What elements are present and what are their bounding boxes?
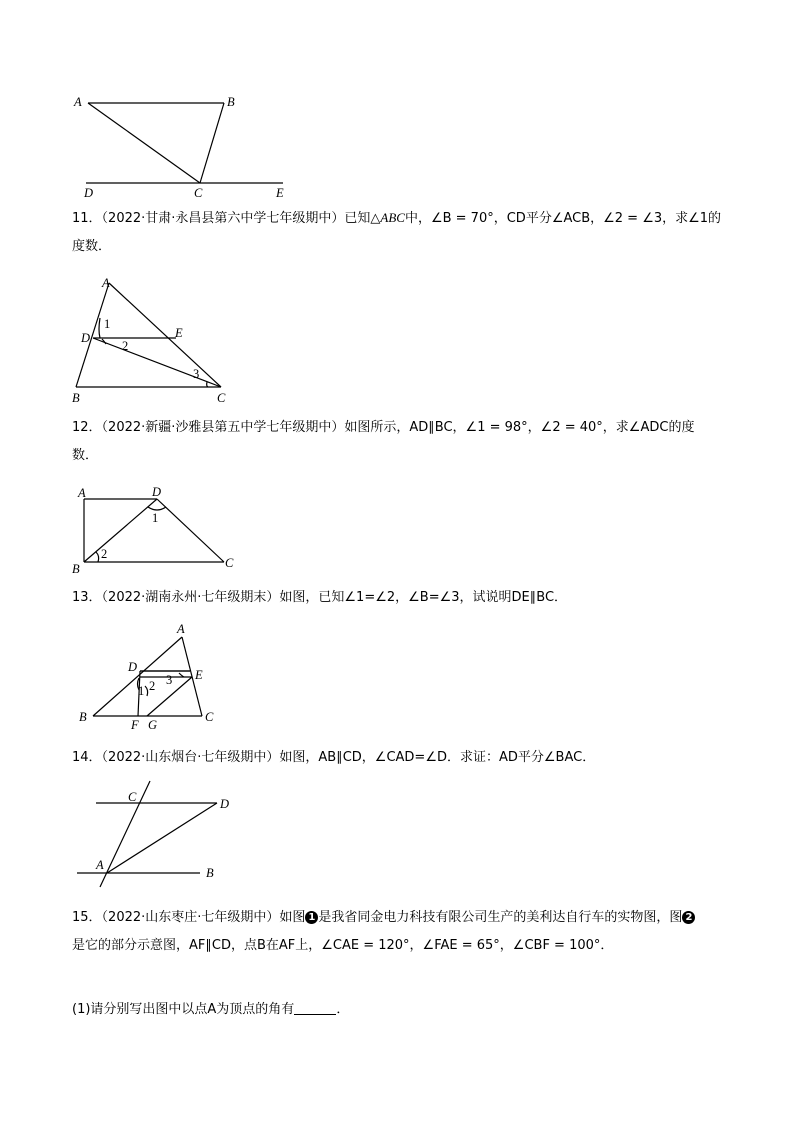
label-c: C	[225, 556, 234, 570]
label-e: E	[276, 186, 284, 200]
q12-line1: 12．（2022·新疆·沙雅县第五中学七年级期中）如图所示，AD∥BC，∠1 = 98°，∠2 = 40°，求∠ADC的度	[72, 420, 695, 435]
q12-line2: 数．	[72, 448, 99, 463]
question-15	[72, 904, 732, 960]
q15-line2: 是它的部分示意图，AF∥CD，点B在AF上，∠CAE = 120°，∠FAE = 65°，∠CBF = 100°．	[72, 938, 614, 953]
angle-3: 3	[193, 367, 200, 381]
label-b: B	[79, 710, 87, 724]
label-c: C	[128, 790, 137, 804]
label-e: E	[175, 326, 183, 340]
angle-1: 1	[138, 684, 145, 698]
label-d: D	[84, 186, 94, 200]
figure-1-marker: 1	[305, 911, 318, 924]
angle-2: 2	[101, 547, 108, 561]
label-a: A	[102, 276, 110, 290]
question-15-part-1	[72, 996, 732, 1024]
angle-2: 2	[122, 339, 129, 353]
label-d: D	[152, 485, 162, 499]
angle-1: 1	[104, 317, 111, 331]
label-c: C	[194, 186, 203, 200]
q14-line1: 14．（2022·山东烟台·七年级期中）如图，AB∥CD，∠CAD=∠D．求证：AD平分∠BAC．	[72, 750, 596, 765]
label-f: F	[131, 718, 139, 732]
label-e: E	[195, 668, 203, 682]
label-b: B	[206, 866, 214, 880]
label-d: D	[81, 331, 91, 345]
label-a: A	[78, 486, 86, 500]
q11-line1: 11．（2022·甘肃·永昌县第六中学七年级期中）已知△	[72, 211, 381, 226]
label-c: C	[205, 710, 214, 724]
label-a: A	[96, 858, 104, 872]
answer-blank[interactable]	[294, 1002, 336, 1015]
label-b: B	[72, 562, 80, 576]
q11-mid: 中，∠B = 70°，CD平分∠ACB，∠2 = ∠3，求∠1的	[404, 211, 722, 226]
q15-sub1b: ．	[336, 1002, 350, 1017]
q15-sub1a: (1)请分别写出图中以点A为顶点的角有	[72, 1002, 295, 1017]
q15-line1b: 是我省同金电力科技有限公司生产的美利达自行车的实物图，图	[318, 910, 683, 925]
q13-line1: 13．（2022·湖南永州·七年级期末）如图，已知∠1=∠2，∠B=∠3，试说明DE∥BC．	[72, 590, 568, 605]
angle-3: 3	[166, 673, 173, 687]
label-a: A	[177, 622, 185, 636]
label-d: D	[128, 660, 138, 674]
label-b: B	[227, 95, 235, 109]
q15-line1a: 15．（2022·山东枣庄·七年级期中）如图	[72, 910, 306, 925]
label-a: A	[74, 95, 82, 109]
angle-1: 1	[152, 511, 159, 525]
q11-line2: 度数．	[72, 239, 112, 254]
label-g: G	[148, 718, 158, 732]
q11-abc: ABC	[380, 210, 405, 225]
angle-2: 2	[149, 679, 156, 693]
label-b: B	[72, 391, 80, 405]
label-d: D	[220, 797, 230, 811]
figure-2-marker: 2	[682, 911, 695, 924]
label-c: C	[217, 391, 226, 405]
